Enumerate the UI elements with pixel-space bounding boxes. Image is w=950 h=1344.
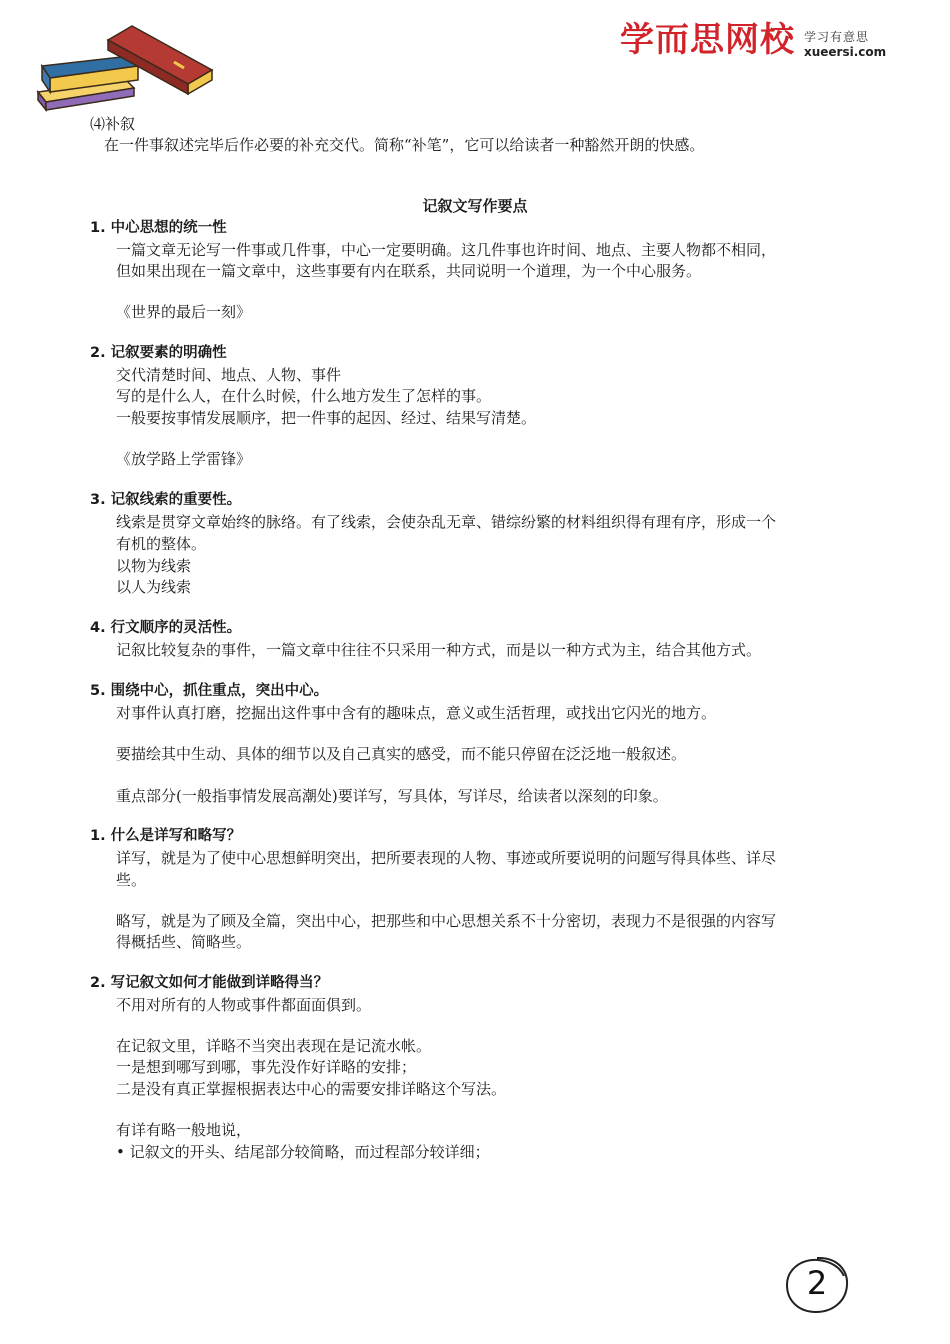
page-number: 2 (806, 1264, 828, 1302)
question-1-line: 得概括些、简略些。 (116, 933, 252, 951)
books-illustration (34, 22, 214, 114)
brand-logo (620, 18, 900, 68)
page-title: 记叙文写作要点 (422, 197, 528, 215)
logo-url: xueersi.com (804, 45, 887, 59)
section-2-line: 交代清楚时间、地点、人物、事件 (116, 366, 342, 384)
section-3-line: 以物为线索 (116, 557, 192, 575)
section-3-line: 有机的整体。 (116, 535, 207, 553)
question-2-line: 二是没有真正掌握根据表达中心的需要安排详略这个写法。 (116, 1080, 507, 1098)
question-1-line: 详写，就是为了使中心思想鲜明突出，把所要表现的人物、事迹或所要说明的问题写得具体些、详尽 (116, 849, 777, 867)
section-1-line: 一篇文章无论写一件事或几件事，中心一定要明确。这几件事也许时间、地点、主要人物都不相同， (116, 241, 777, 259)
section-2-heading: 2. 记叙要素的明确性 (90, 345, 227, 361)
question-1-heading: 1. 什么是详写和略写？ (90, 828, 242, 844)
logo-slogan: 学习有意思 (804, 30, 870, 44)
logo-wordmark: 学而思网校 (620, 20, 795, 60)
question-1-line: 略写，就是为了顾及全篇，突出中心，把那些和中心思想关系不十分密切，表现力不是很强的内容写 (116, 912, 777, 930)
section-5-line: 对事件认真打磨，挖掘出这件事中含有的趣味点，意义或生活哲理，或找出它闪光的地方。 (116, 704, 717, 722)
question-2-heading: 2. 写记叙文如何才能做到详略得当？ (90, 975, 329, 991)
question-2-line: 有详有略一般地说， (116, 1121, 252, 1139)
section-3-line: 以人为线索 (116, 578, 192, 596)
question-2-bullet: • 记叙文的开头、结尾部分较简略，而过程部分较详细； (116, 1143, 490, 1161)
section-2-line: 一般要按事情发展顺序，把一件事的起因、经过、结果写清楚。 (116, 409, 537, 427)
page-number-badge (782, 1254, 852, 1316)
question-1-line: 些。 (116, 871, 147, 889)
section-5-line: 重点部分(一般指事情发展高潮处)要详写，写具体，写详尽，给读者以深刻的印象。 (116, 787, 668, 805)
section-5-heading: 5. 围绕中心，抓住重点，突出中心。 (90, 683, 329, 699)
section-5-line: 要描绘其中生动、具体的细节以及自己真实的感受，而不能只停留在泛泛地一般叙述。 (116, 745, 687, 763)
section-2-line: 写的是什么人，在什么时候，什么地方发生了怎样的事。 (116, 387, 492, 405)
question-2-line: 不用对所有的人物或事件都面面俱到。 (116, 996, 372, 1014)
question-2-line: 一是想到哪写到哪，事先没作好详略的安排； (116, 1058, 417, 1076)
section-1-line: 但如果出现在一篇文章中，这些事要有内在联系，共同说明一个道理，为一个中心服务。 (116, 262, 702, 280)
intro-item-label: ⑷补叙 (90, 115, 136, 133)
section-1-example: 《世界的最后一刻》 (116, 303, 252, 321)
section-2-example: 《放学路上学雷锋》 (116, 450, 252, 468)
section-1-heading: 1. 中心思想的统一性 (90, 220, 227, 236)
section-4-line: 记叙比较复杂的事件，一篇文章中往往不只采用一种方式，而是以一种方式为主，结合其他方式。 (116, 641, 762, 659)
section-3-line: 线索是贯穿文章始终的脉络。有了线索，会使杂乱无章、错综纷繁的材料组织得有理有序，形成一个 (116, 513, 777, 531)
section-4-heading: 4. 行文顺序的灵活性。 (90, 620, 242, 636)
question-2-line: 在记叙文里，详略不当突出表现在是记流水帐。 (116, 1037, 432, 1055)
section-3-heading: 3. 记叙线索的重要性。 (90, 492, 242, 508)
intro-item-text: 在一件事叙述完毕后作必要的补充交代。简称“补笔”，它可以给读者一种豁然开朗的快感。 (104, 136, 705, 154)
